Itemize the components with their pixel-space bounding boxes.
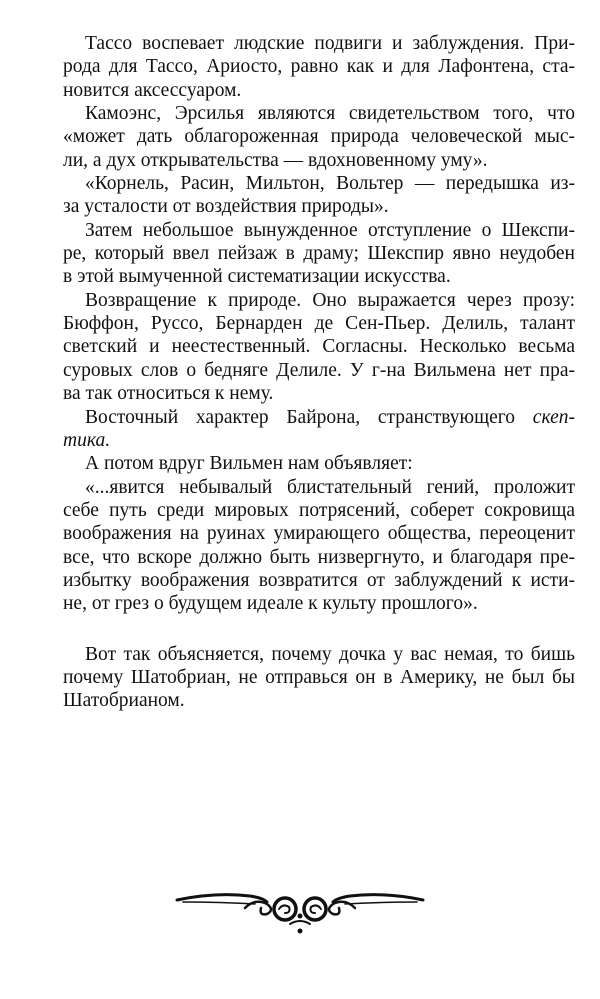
text-line: воображения на руинах умирающего общества, переоценит [63, 523, 575, 545]
page-text [63, 32, 575, 713]
text-line: ва так относиться к нему. [63, 383, 274, 405]
text-line: за усталости от воздействия природы». [63, 196, 389, 218]
text-fragment: Восточный характер Байрона, странствующего [85, 406, 533, 428]
text-line: Бюффон, Руссо, Бернарден де Сен-Пьер. Делиль, талант [63, 313, 575, 335]
text-line: не, от грез о будущем идеале к культу прошлого». [63, 593, 478, 615]
text-line: «может дать облагороженная природа человеческой мыс- [63, 126, 575, 148]
text-line: «...явится небывалый блистательный гений, проложит [85, 476, 575, 498]
text-line: Камоэнс, Эрсилья являются свидетельством того, что [85, 103, 575, 125]
text-line: суровых слов о бедняге Делиле. У г-на Вильмена нет пра- [63, 359, 575, 381]
text-line: все, что вскоре должно быть низвергнуто, и благодаря пре- [63, 546, 575, 568]
text-line [63, 429, 575, 452]
text-line: избытку воображения возвратится от заблуждений к исти- [63, 569, 575, 591]
text-line: ре, который ввел пейзаж в драму; Шекспир явно неудобен [63, 243, 575, 265]
text-line: Возвращение к природе. Оно выражается через прозу: [85, 289, 575, 311]
text-line: Вот так объясняется, почему дочка у вас немая, то бишь [85, 643, 575, 665]
text-line: новится аксессуаром. [63, 79, 242, 101]
text-line: Затем небольшое вынужденное отступление о Шекспи- [85, 219, 575, 241]
text-line: в этой вымученной систематизации искусства. [63, 266, 451, 288]
ornament-flourish-icon [175, 886, 425, 936]
text-line: Тассо воспевает людские подвиги и заблуждения. При- [85, 33, 575, 54]
text-line: себе путь среди мировых потрясений, соберет сокровища [63, 499, 575, 521]
italic-fragment: тика. [63, 429, 111, 451]
text-line: «Корнель, Расин, Мильтон, Вольтер — передышка из- [85, 173, 575, 195]
text-line [63, 406, 575, 429]
text-line: А потом вдруг Вильмен нам объявляет: [85, 453, 413, 475]
italic-fragment: скеп- [532, 406, 575, 428]
text-line: светский и неестественный. Согласны. Несколько весьма [63, 336, 575, 358]
text-line: Шатобрианом. [63, 690, 185, 712]
text-line: ли, а дух открывательства — вдохновенному уму». [63, 149, 488, 171]
text-line: рода для Тассо, Ариосто, равно как и для Лафонтена, ста- [63, 56, 575, 78]
text-line: почему Шатобриан, не отправься он в Америку, не был бы [63, 666, 575, 688]
paragraph-gap [63, 616, 575, 643]
